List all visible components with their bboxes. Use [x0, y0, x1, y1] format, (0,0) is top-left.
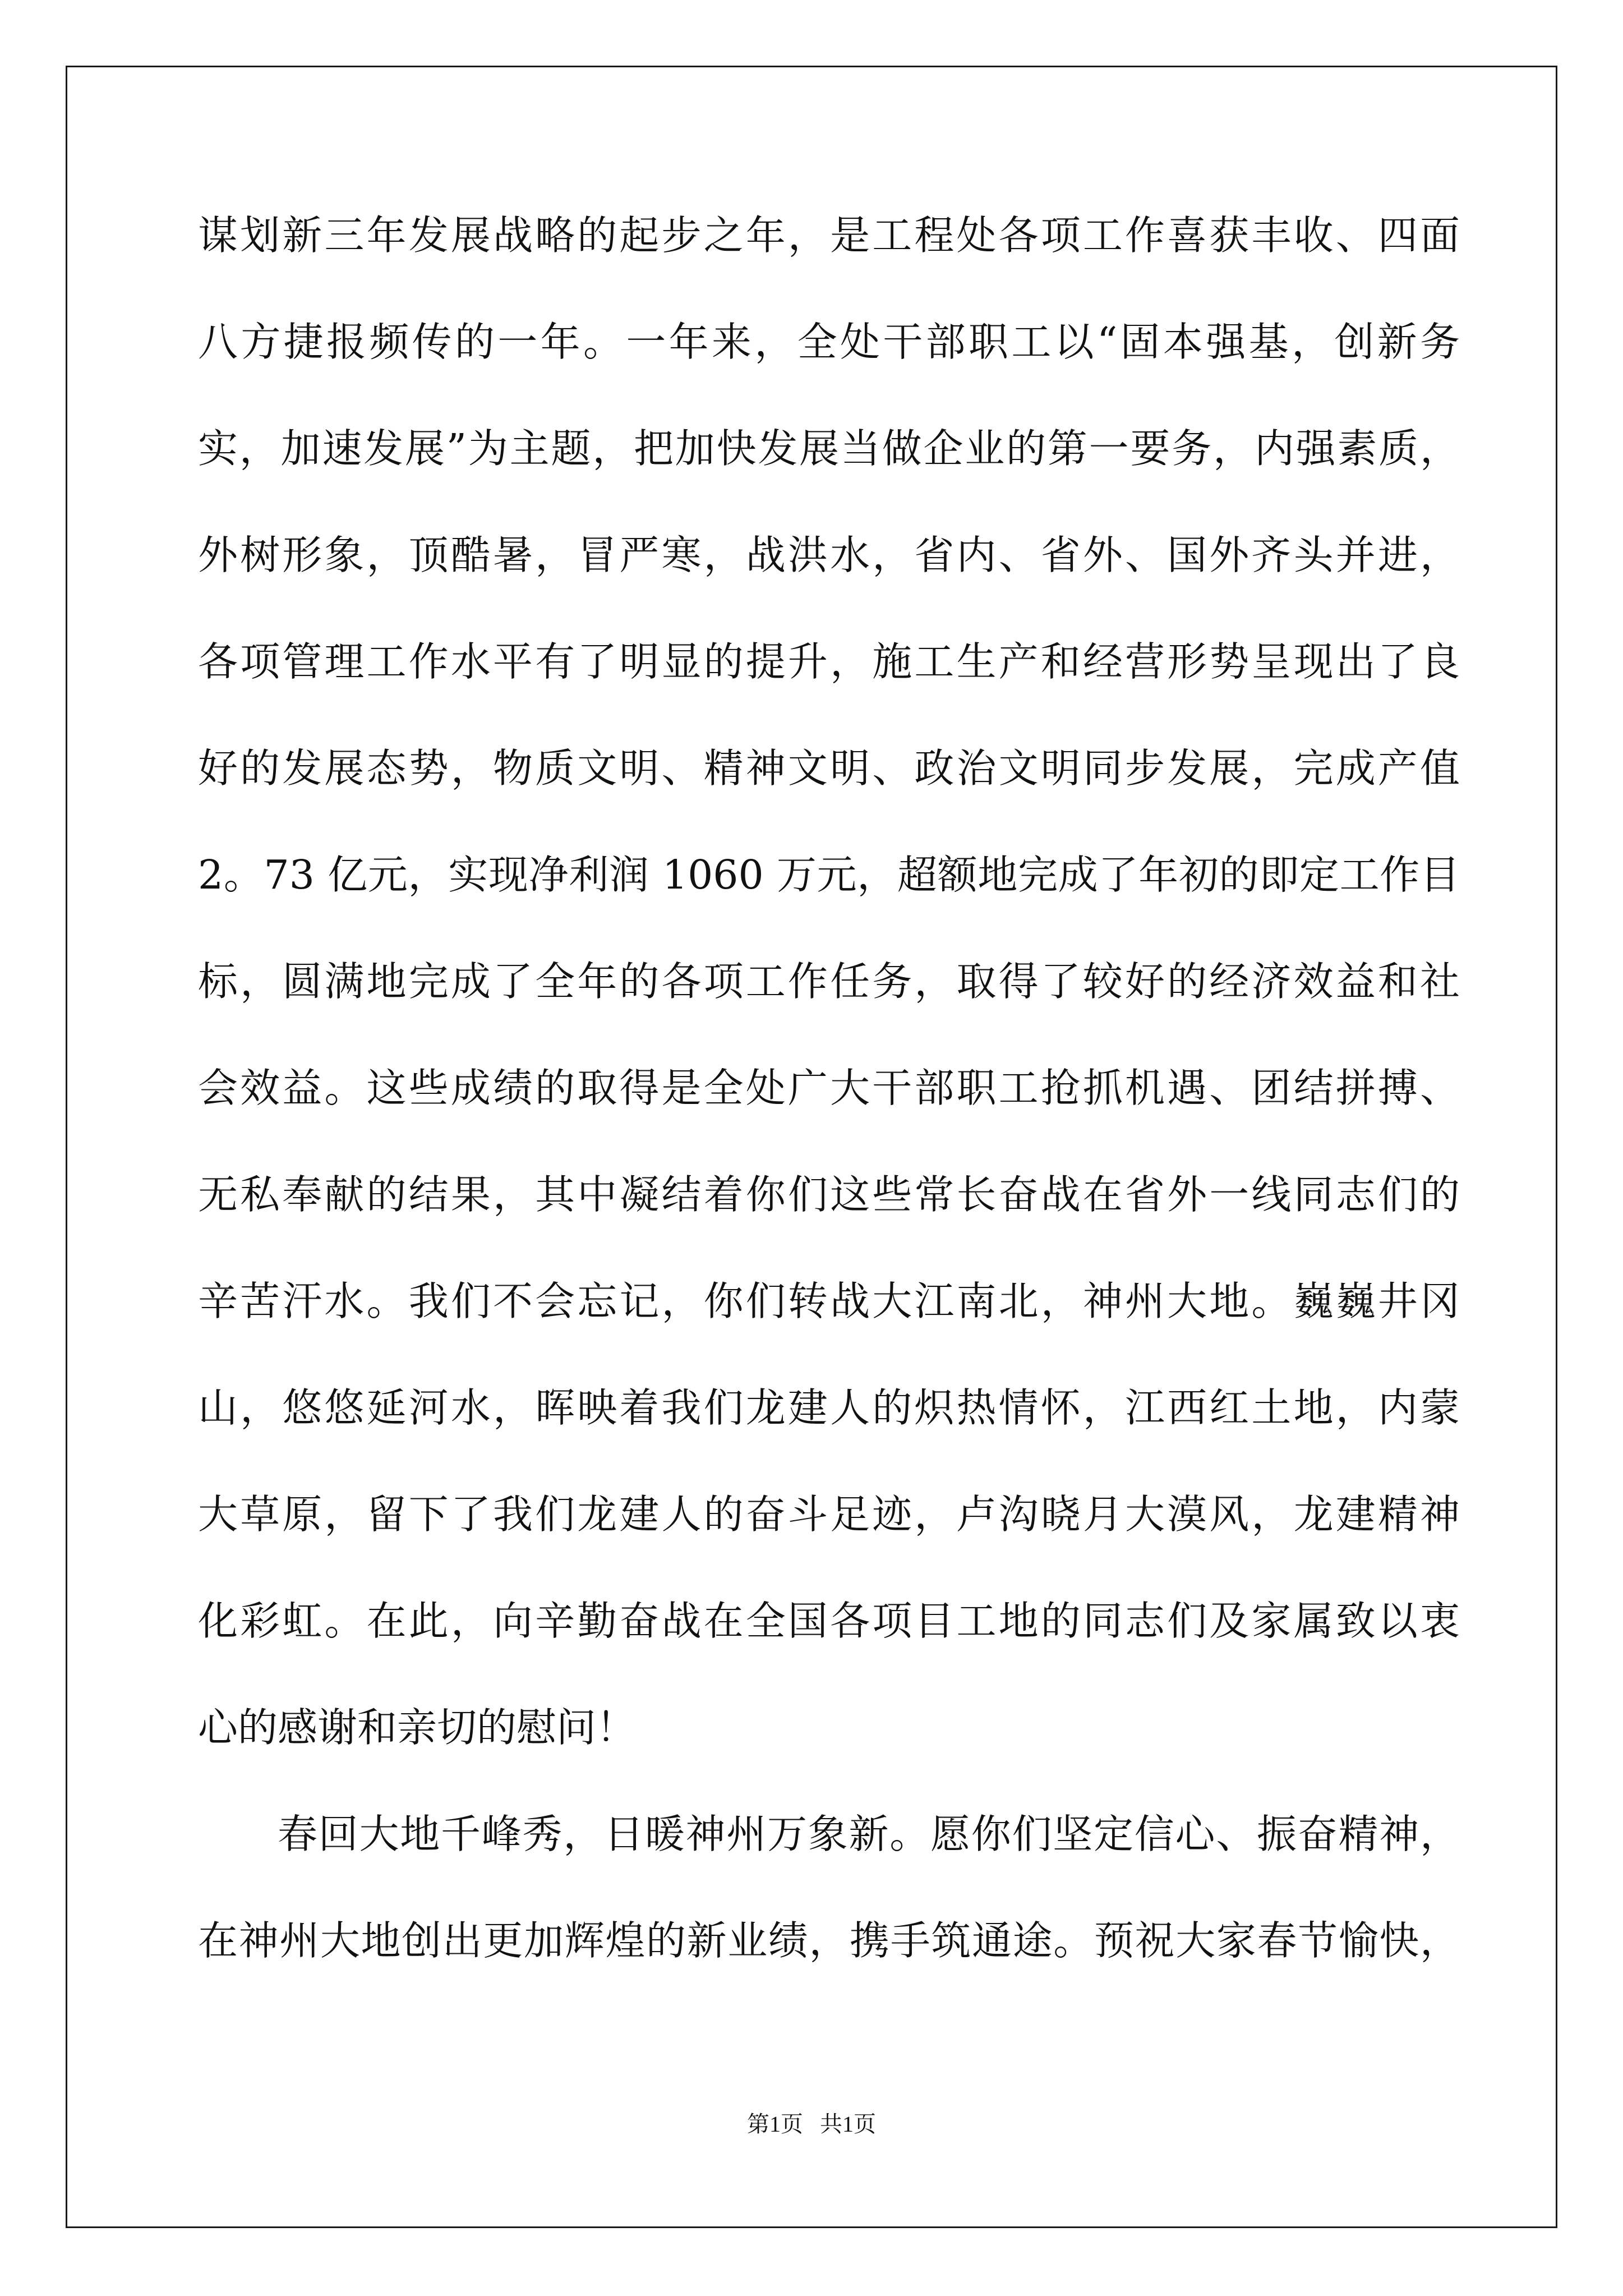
text-line: 心的感谢和亲切的慰问！	[198, 1704, 637, 1751]
page-footer: 第1页 共1页	[747, 2111, 876, 2137]
text-line: 山，悠悠延河水，晖映着我们龙建人的炽热情怀，江西红土地，内蒙	[198, 1384, 1460, 1431]
text-line: 在神州大地创出更加辉煌的新业绩，携手筑通途。预祝大家春节愉快，	[198, 1917, 1460, 1964]
text-line: 实，加速发展”为主题，把加快发展当做企业的第一要务，内强素质，	[198, 425, 1460, 472]
text-line: 谋划新三年发展战略的起步之年，是工程处各项工作喜获丰收、四面	[198, 212, 1460, 259]
text-line: 化彩虹。在此，向辛勤奋战在全国各项目工地的同志们及家属致以衷	[198, 1598, 1460, 1644]
text-line: 会效益。这些成绩的取得是全处广大干部职工抢抓机遇、团结拼搏、	[198, 1065, 1460, 1111]
text-line: 2。73 亿元，实现净利润 1060 万元，超额地完成了年初的即定工作目	[198, 852, 1460, 898]
text-line: 辛苦汗水。我们不会忘记，你们转战大江南北，神州大地。巍巍井冈	[198, 1278, 1460, 1324]
text-line: 标，圆满地完成了全年的各项工作任务，取得了较好的经济效益和社	[198, 958, 1460, 1005]
text-line: 八方捷报频传的一年。一年来，全处干部职工以“固本强基，创新务	[198, 319, 1460, 365]
text-line: 外树形象，顶酷暑，冒严寒，战洪水，省内、省外、国外齐头并进，	[198, 532, 1460, 578]
page-border	[66, 66, 1557, 2228]
text-line: 春回大地千峰秀，日暖神州万象新。愿你们坚定信心、振奋精神，	[278, 1811, 1460, 1857]
text-line: 无私奉献的结果，其中凝结着你们这些常长奋战在省外一线同志们的	[198, 1171, 1460, 1218]
text-line: 好的发展态势，物质文明、精神文明、政治文明同步发展，完成产值	[198, 745, 1460, 792]
text-line: 大草原，留下了我们龙建人的奋斗足迹，卢沟晓月大漠风，龙建精神	[198, 1491, 1460, 1538]
text-line: 各项管理工作水平有了明显的提升，施工生产和经营形势呈现出了良	[198, 638, 1460, 685]
